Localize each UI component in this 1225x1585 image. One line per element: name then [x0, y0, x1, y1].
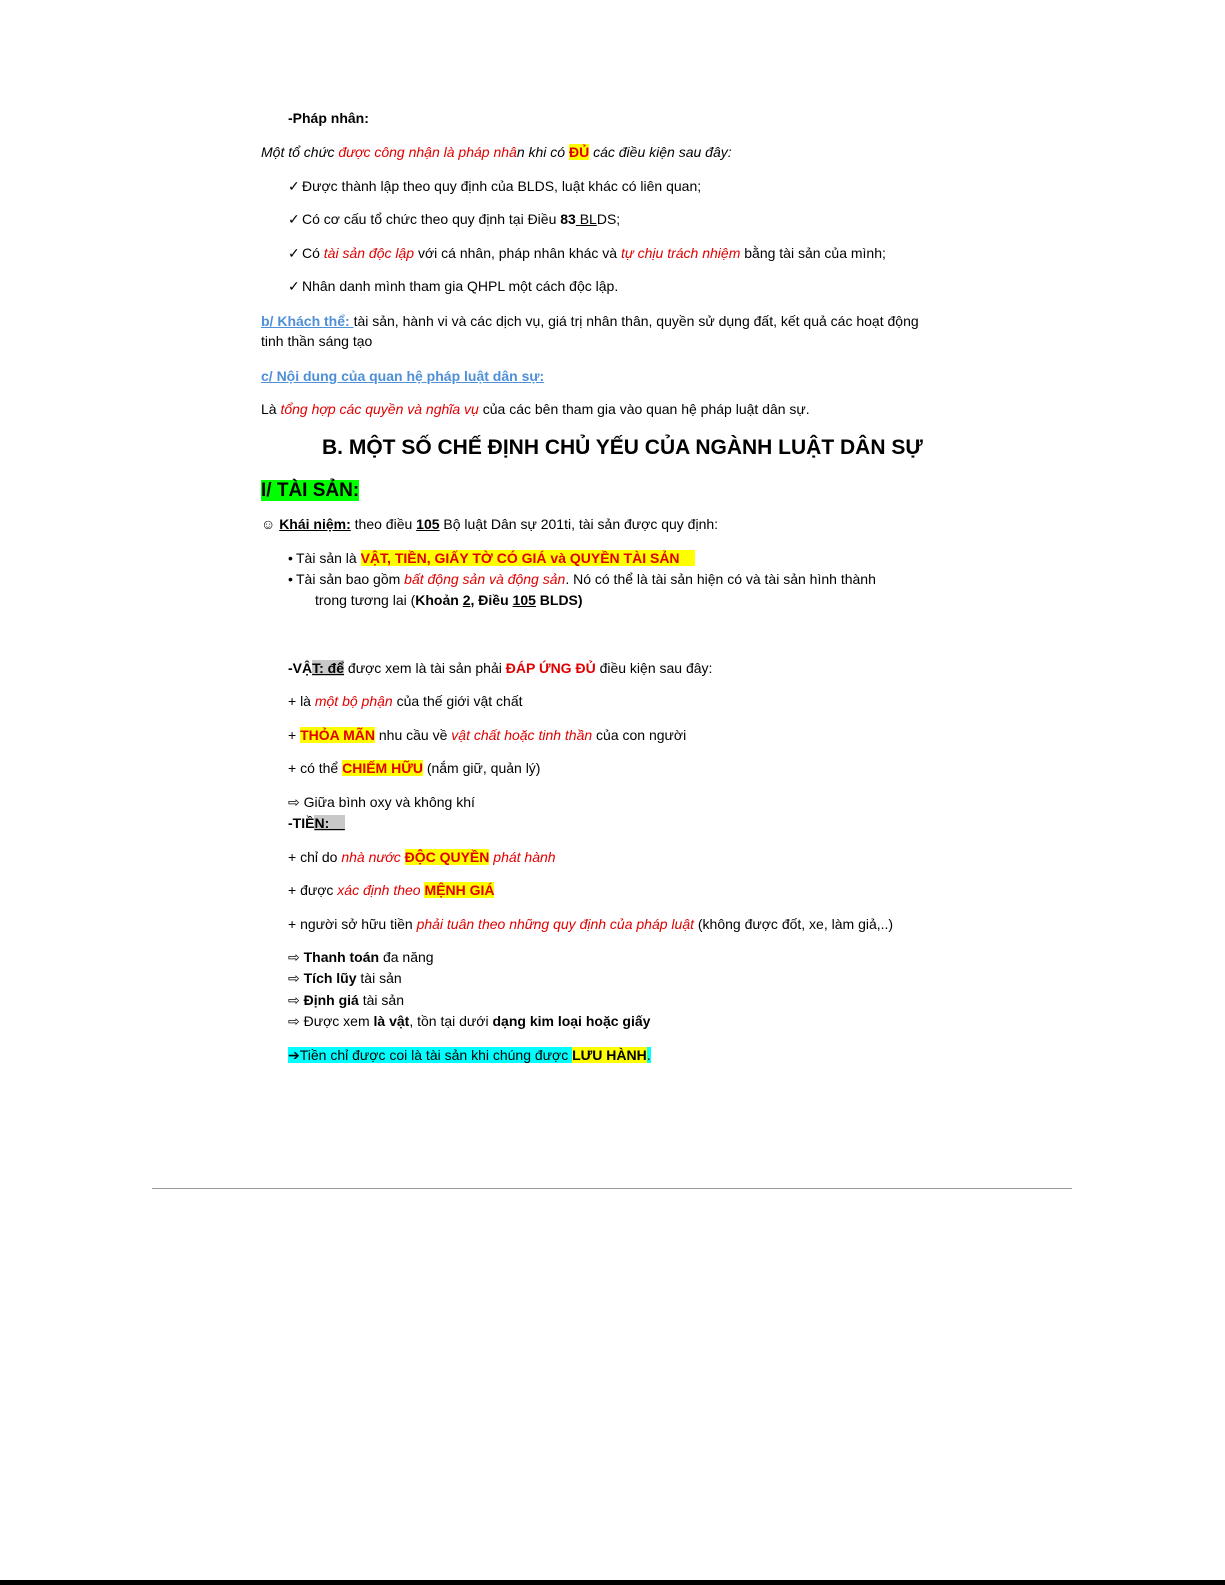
function-text: đa năng — [379, 949, 434, 965]
bullet-text: trong tương lai ( — [315, 592, 416, 608]
vat-label: T: để — [312, 660, 345, 676]
tai-san-heading-text: I/ TÀI SẢN: — [261, 480, 360, 501]
vat-item-red: một bộ phận — [314, 693, 393, 709]
conclusion-arrow-icon: ➔ — [288, 1047, 300, 1063]
bullet-bold: 2 — [462, 592, 471, 608]
tien-line — [288, 813, 345, 833]
vat-item — [288, 725, 686, 745]
bullet-icon: • — [288, 550, 293, 566]
intro-red-text: được công nhận là pháp nhâ — [338, 144, 517, 160]
vat-item-text: (nắm giữ, quản lý) — [422, 760, 541, 776]
noi-dung-red-part: tổng hợp các quyền và nghĩa vụ — [280, 401, 479, 417]
bullet-highlight-pad — [680, 550, 696, 566]
checkmark-icon: ✓ — [288, 245, 300, 261]
condition-red-text: tài sản độc lập — [323, 245, 415, 261]
function-text: Được xem — [303, 1013, 374, 1029]
intro-text: n khi có — [516, 144, 569, 160]
vat-text: điều kiện sau đây: — [595, 660, 713, 676]
tien-item-text: + người sở hữu tiền — [288, 916, 417, 932]
noi-dung-part: của các bên tham gia vào quan hệ pháp luật dân sự. — [478, 401, 810, 417]
vat-item — [288, 691, 523, 711]
condition-text: BL — [579, 211, 597, 227]
function-bold: Tích lũy — [303, 970, 357, 986]
tien-function — [288, 947, 434, 967]
khai-niem-line — [261, 514, 718, 534]
tien-item-red: phát hành — [489, 849, 556, 865]
tien-label: -TIỀ — [288, 815, 315, 831]
tai-san-bullet-continuation — [315, 590, 583, 610]
tien-label: N: — [314, 815, 345, 831]
tien-item — [288, 847, 556, 867]
right-arrow-icon: ⇨ — [288, 970, 300, 986]
vat-item-highlight: CHIẾM HỮU — [342, 760, 423, 776]
khach-the-text: tài sản, hành vi và các dịch vụ, giá trị nhân thân, quyền sử dụng đất, kết quả các hoạt động — [353, 313, 919, 329]
bullet-bold: BLDS) — [535, 592, 583, 608]
condition-red-text: tự chịu trách nhiệm — [620, 245, 741, 261]
bullet-text: Tài sản bao gồm — [296, 571, 405, 587]
bullet-red-text: bất động sản và động sản — [404, 571, 566, 587]
vat-item-text: của con người — [592, 727, 687, 743]
vat-item-text: + là — [288, 693, 315, 709]
vat-item-text: của thế giới vật chất — [392, 693, 523, 709]
tien-function — [288, 968, 402, 988]
tien-item-red: xác định theo — [337, 882, 425, 898]
vat-item — [288, 758, 540, 778]
khai-niem-text: Bộ luật Dân sự 201ti, tài sản được quy định: — [439, 516, 719, 532]
phap-nhan-heading: -Pháp nhân: — [288, 110, 369, 126]
noi-dung-text — [261, 399, 810, 419]
section-b-title: B. MỘT SỐ CHẾ ĐỊNH CHỦ YẾU CỦA NGÀNH LUẬT DÂN SỰ — [322, 436, 923, 459]
condition-text: bằng tài sản của mình; — [740, 245, 886, 261]
khach-the-line — [261, 311, 919, 331]
tai-san-bullet — [288, 569, 876, 589]
khai-niem-label: Khái niệm: — [279, 516, 351, 532]
tien-item-text: + được — [288, 882, 338, 898]
bullet-highlight: VẬT, TIỀN, GIẤY TỜ CÓ GIÁ và QUYỀN TÀI SẢN — [360, 550, 680, 566]
intro-highlight: ĐỦ — [568, 144, 590, 160]
tien-item-red: phải tuân theo những quy định của pháp luật — [416, 916, 694, 932]
bullet-text: Tài sản là — [296, 550, 361, 566]
bullet-bold: , Điều — [470, 592, 513, 608]
vat-line — [288, 658, 712, 678]
tien-conclusion — [288, 1045, 651, 1065]
intro-text: Một tổ chức — [261, 144, 339, 160]
right-arrow-icon: ⇨ — [288, 992, 300, 1008]
khach-the-label: b/ Khách thể: — [261, 313, 354, 329]
bullet-bold: 105 — [512, 592, 536, 608]
condition-item — [288, 243, 886, 263]
bullet-text: . Nó có thể là tài sản hiện có và tài sản hình thành — [565, 571, 876, 587]
khai-niem-text: theo điều — [350, 516, 417, 532]
function-text: tài sản — [358, 992, 404, 1008]
tien-item-red: nhà nước — [341, 849, 405, 865]
condition-item — [288, 276, 618, 296]
tien-item-highlight: ĐỘC QUYỀN — [404, 849, 490, 865]
function-bold: Thanh toán — [303, 949, 380, 965]
condition-text: DS; — [596, 211, 621, 227]
function-text: tài sản — [356, 970, 402, 986]
vat-item-highlight: THỎA MÃN — [300, 727, 375, 743]
article-number: 83 — [560, 211, 576, 227]
condition-text: Nhân danh mình tham gia QHPL một cách độc lập. — [302, 278, 619, 294]
bullet-bold: Khoản — [415, 592, 463, 608]
checkmark-icon: ✓ — [288, 211, 300, 227]
tien-item-highlight: MỆNH GIÁ — [424, 882, 495, 898]
khach-the-line: tinh thần sáng tạo — [261, 333, 373, 349]
conclusion-text: Tiền chỉ được coi là tài sản khi chúng được — [299, 1047, 573, 1063]
conclusion-highlight: LƯU HÀNH — [572, 1047, 647, 1063]
smiley-icon: ☺ — [261, 516, 276, 532]
checkmark-icon: ✓ — [288, 178, 300, 194]
page-divider — [152, 1188, 1072, 1189]
condition-text: với cá nhân, pháp nhân khác và — [414, 245, 621, 261]
right-arrow-icon: ⇨ — [288, 794, 300, 810]
vat-item-text: nhu cầu về — [375, 727, 452, 743]
vat-item-text: + có thể — [288, 760, 343, 776]
condition-text: Có cơ cấu tổ chức theo quy định tại Điều — [302, 211, 561, 227]
checkmark-icon: ✓ — [288, 278, 300, 294]
condition-item — [288, 176, 701, 196]
vat-note — [288, 792, 475, 812]
tien-item-text: + chỉ do — [288, 849, 342, 865]
vat-text: được xem là tài sản phải — [344, 660, 506, 676]
phap-nhan-intro — [261, 142, 732, 162]
article-number: 105 — [416, 516, 440, 532]
tai-san-heading — [261, 478, 359, 504]
tien-item-text: (không được đốt, xe, làm giả,..) — [694, 916, 894, 932]
bullet-icon: • — [288, 571, 293, 587]
bottom-edge-bar — [0, 1580, 1225, 1585]
vat-red-bold: ĐÁP ỨNG ĐỦ — [505, 660, 596, 676]
noi-dung-part: Là — [261, 401, 281, 417]
function-bold: dạng kim loại hoặc giấy — [492, 1013, 651, 1029]
function-text: , tồn tại dưới — [409, 1013, 493, 1029]
tien-function — [288, 1011, 650, 1031]
vat-item-text: + — [288, 727, 301, 743]
vat-item-red: vật chất hoặc tinh thần — [451, 727, 593, 743]
condition-item — [288, 209, 620, 229]
function-bold: là vật — [373, 1013, 410, 1029]
right-arrow-icon: ⇨ — [288, 1013, 300, 1029]
intro-text: các điều kiện sau đây: — [589, 144, 732, 160]
function-bold: Định giá — [303, 992, 359, 1008]
right-arrow-icon: ⇨ — [288, 949, 300, 965]
vat-label: -VẬ — [288, 660, 313, 676]
tien-function — [288, 990, 404, 1010]
vat-note-text: Giữa bình oxy và không khí — [299, 794, 475, 810]
condition-text: Có — [302, 245, 324, 261]
conclusion-end: . — [646, 1047, 651, 1063]
tai-san-bullet — [288, 548, 695, 568]
condition-text: Được thành lập theo quy định của BLDS, luật khác có liên quan; — [302, 178, 702, 194]
tien-item — [288, 880, 494, 900]
noi-dung-label: c/ Nội dung của quan hệ pháp luật dân sự: — [261, 368, 545, 384]
tien-item — [288, 914, 893, 934]
